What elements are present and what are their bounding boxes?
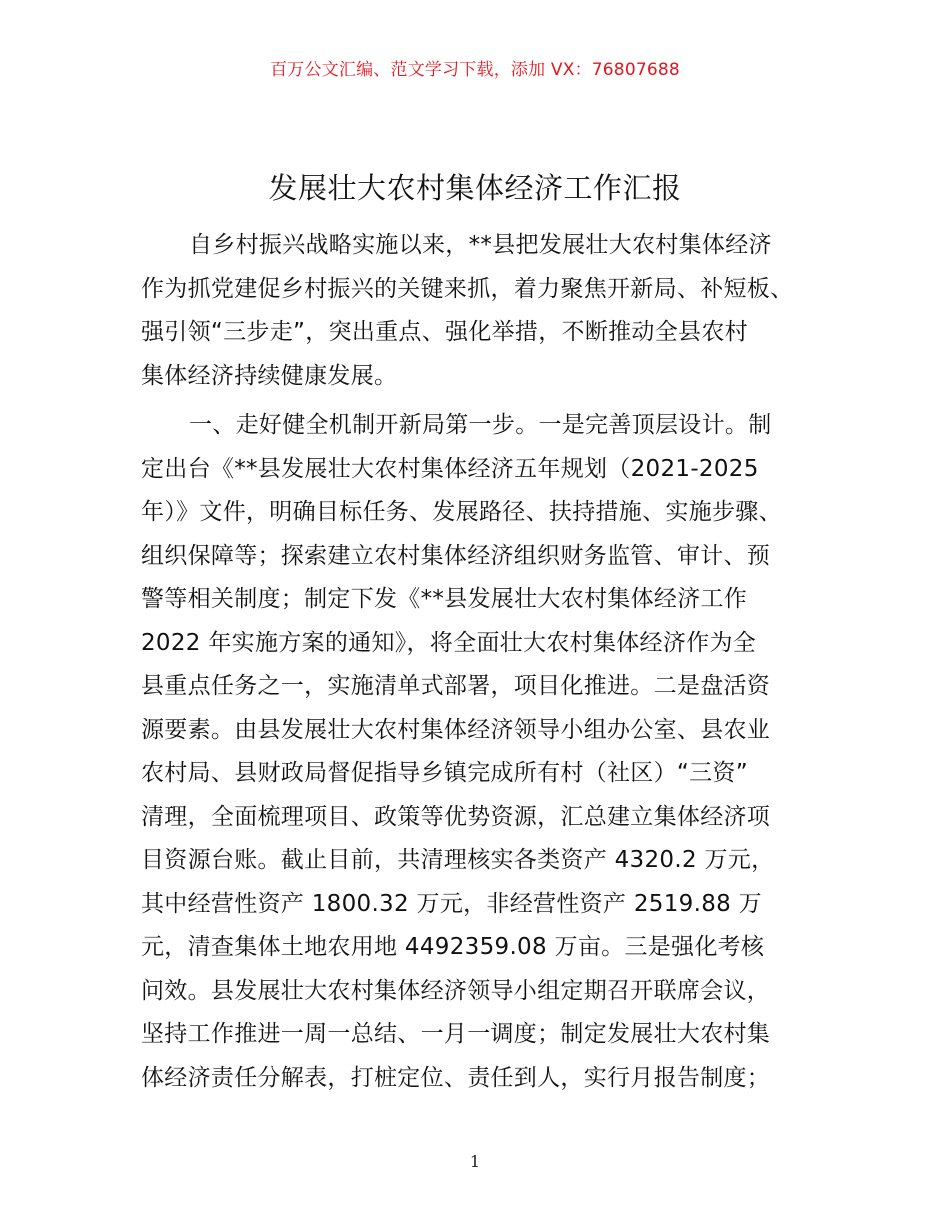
paragraph-line: 目资源台账。截止目前，共清理核实各类资产 4320.2 万元， [141, 847, 775, 873]
paragraph-line: 警等相关制度；制定下发《**县发展壮大农村集体经济工作 [141, 586, 748, 612]
paragraph-line: 问效。县发展壮大农村集体经济领导小组定期召开联席会议， [141, 977, 771, 1004]
page-number: 1 [469, 1152, 481, 1171]
paragraph-intro [141, 224, 821, 398]
document-title: 发展壮大农村集体经济工作汇报 [268, 171, 682, 205]
paragraph-line: 组织保障等；探索建立农村集体经济组织财务监管、审计、预 [141, 542, 771, 569]
header-banner: 百万公文汇编、范文学习下载，添加 VX：76807688 [270, 60, 680, 80]
paragraph-line: 元，清查集体土地农用地 4492359.08 万亩。三是强化考核 [141, 934, 765, 960]
paragraph-line: 清理，全面梳理项目、政策等优势资源，汇总建立集体经济项 [141, 803, 771, 830]
paragraph-line: 作为抓党建促乡村振兴的关键来抓，着力聚焦开新局、补短板、 [141, 275, 794, 302]
paragraph-line: 坚持工作推进一周一总结、一月一调度；制定发展壮大农村集 [141, 1021, 771, 1047]
paragraph-line: 定出台《**县发展壮大农村集体经济五年规划（2021-2025 [141, 455, 759, 482]
paragraph-line: 强引领“三步走”，突出重点、强化举措，不断推动全县农村 [141, 319, 748, 345]
paragraph-line: 一、走好健全机制开新局第一步。一是完善顶层设计。制 [189, 412, 772, 438]
paragraph-line: 年）》文件，明确目标任务、发展路径、扶持措施、实施步骤、 [141, 499, 782, 525]
paragraph-line: 集体经济持续健康发展。 [141, 362, 398, 389]
paragraph-line: 源要素。由县发展壮大农村集体经济领导小组办公室、县农业 [141, 716, 771, 743]
paragraph-line: 体经济责任分解表，打桩定位、责任到人，实行月报告制度； [141, 1064, 771, 1091]
paragraph-line: 农村局、县财政局督促指导乡镇完成所有村（社区）“三资” [141, 760, 748, 786]
paragraph-line: 其中经营性资产 1800.32 万元，非经营性资产 2519.88 万 [141, 890, 762, 917]
paragraph-section-one [141, 404, 821, 1100]
paragraph-line: 自乡村振兴战略实施以来，**县把发展壮大农村集体经济 [189, 232, 772, 258]
paragraph-line: 县重点任务之一，实施清单式部署，项目化推进。二是盘活资 [141, 673, 771, 699]
paragraph-line: 2022 年实施方案的通知》，将全面壮大农村集体经济作为全 [141, 629, 757, 656]
